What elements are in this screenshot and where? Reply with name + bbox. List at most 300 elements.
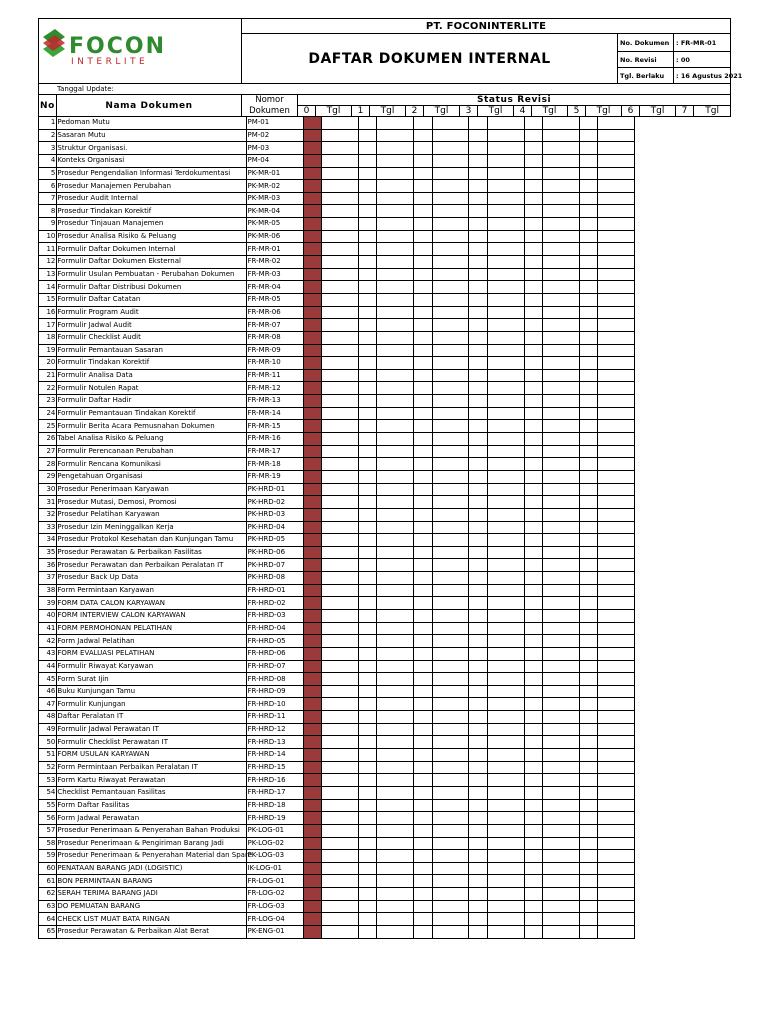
document-code: FR-MR-06 xyxy=(246,306,303,319)
row-number: 27 xyxy=(39,445,57,458)
revision-cell xyxy=(377,306,414,319)
revision-cell xyxy=(322,281,359,294)
revision-cell xyxy=(469,584,487,597)
document-code: PK-MR-01 xyxy=(246,167,303,180)
revision-subheader-8: 4 xyxy=(514,106,532,117)
revision-cell xyxy=(358,306,376,319)
revision-cell xyxy=(524,369,542,382)
table-row xyxy=(39,407,635,420)
revision-cell xyxy=(377,483,414,496)
revision-cell xyxy=(524,685,542,698)
revision-cell xyxy=(487,622,524,635)
revision-cell xyxy=(579,281,597,294)
revision-cell xyxy=(414,192,432,205)
document-code: FR-MR-15 xyxy=(246,420,303,433)
row-number: 39 xyxy=(39,597,57,610)
revision-cell xyxy=(542,698,579,711)
revision-cell xyxy=(524,647,542,660)
revision-cell xyxy=(322,647,359,660)
revision-0-cell xyxy=(303,723,321,736)
document-code: FR-HRD-10 xyxy=(246,698,303,711)
document-code: FR-HRD-03 xyxy=(246,609,303,622)
revision-cell xyxy=(322,407,359,420)
revision-cell xyxy=(414,647,432,660)
revision-cell xyxy=(542,761,579,774)
revision-cell xyxy=(469,420,487,433)
revision-cell xyxy=(358,673,376,686)
revision-cell xyxy=(358,433,376,446)
document-name: Formulir Daftar Dokumen Internal xyxy=(57,243,246,256)
table-row xyxy=(39,382,635,395)
revision-cell xyxy=(358,508,376,521)
revision-cell xyxy=(542,534,579,547)
revision-cell xyxy=(487,673,524,686)
row-number: 58 xyxy=(39,837,57,850)
document-code: FR-HRD-14 xyxy=(246,749,303,762)
revision-cell xyxy=(542,572,579,585)
revision-cell xyxy=(377,382,414,395)
revision-cell xyxy=(524,559,542,572)
document-name: Formulir Jadwal Audit xyxy=(57,319,246,332)
revision-cell xyxy=(322,395,359,408)
row-number: 4 xyxy=(39,154,57,167)
document-code: FR-MR-19 xyxy=(246,470,303,483)
revision-cell xyxy=(542,243,579,256)
revision-cell xyxy=(432,622,469,635)
revision-cell xyxy=(469,129,487,142)
revision-0-cell xyxy=(303,508,321,521)
revision-cell xyxy=(322,572,359,585)
revision-cell xyxy=(598,458,635,471)
revision-cell xyxy=(358,622,376,635)
table-row xyxy=(39,433,635,446)
revision-cell xyxy=(542,812,579,825)
revision-cell xyxy=(469,812,487,825)
revision-cell xyxy=(524,445,542,458)
revision-0-cell xyxy=(303,192,321,205)
revision-cell xyxy=(469,546,487,559)
revision-cell xyxy=(524,180,542,193)
revision-cell xyxy=(377,407,414,420)
document-name: Formulir Checklist Perawatan IT xyxy=(57,736,246,749)
document-code: FR-MR-11 xyxy=(246,369,303,382)
revision-cell xyxy=(598,407,635,420)
document-name: Pedoman Mutu xyxy=(57,117,246,130)
table-row xyxy=(39,306,635,319)
document-code: PK-HRD-02 xyxy=(246,496,303,509)
row-number: 28 xyxy=(39,458,57,471)
document-code: FR-HRD-13 xyxy=(246,736,303,749)
revision-cell xyxy=(487,496,524,509)
document-code: FR-MR-02 xyxy=(246,256,303,269)
revision-cell xyxy=(414,256,432,269)
revision-cell xyxy=(487,382,524,395)
revision-cell xyxy=(542,521,579,534)
revision-cell xyxy=(358,900,376,913)
revision-cell xyxy=(542,685,579,698)
revision-cell xyxy=(598,344,635,357)
revision-0-cell xyxy=(303,559,321,572)
document-code: PK-HRD-08 xyxy=(246,572,303,585)
revision-cell xyxy=(524,622,542,635)
revision-cell xyxy=(358,635,376,648)
revision-cell xyxy=(432,685,469,698)
row-number: 13 xyxy=(39,268,57,281)
revision-cell xyxy=(469,875,487,888)
revision-cell xyxy=(377,698,414,711)
revision-cell xyxy=(432,584,469,597)
revision-cell xyxy=(524,306,542,319)
revision-cell xyxy=(414,736,432,749)
revision-cell xyxy=(487,293,524,306)
revision-cell xyxy=(579,243,597,256)
revision-cell xyxy=(432,711,469,724)
revision-cell xyxy=(414,559,432,572)
revision-0-cell xyxy=(303,546,321,559)
revision-cell xyxy=(377,470,414,483)
revision-cell xyxy=(598,433,635,446)
revision-cell xyxy=(414,534,432,547)
revision-cell xyxy=(322,926,359,939)
revision-cell xyxy=(487,256,524,269)
revision-cell xyxy=(524,534,542,547)
revision-cell xyxy=(524,774,542,787)
revision-cell xyxy=(598,622,635,635)
revision-0-cell xyxy=(303,584,321,597)
revision-0-cell xyxy=(303,256,321,269)
revision-cell xyxy=(432,647,469,660)
revision-cell xyxy=(598,635,635,648)
document-code: FR-LOG-01 xyxy=(246,875,303,888)
document-name: DO PEMUATAN BARANG xyxy=(57,900,246,913)
revision-cell xyxy=(358,736,376,749)
revision-cell xyxy=(414,584,432,597)
revision-cell xyxy=(469,154,487,167)
document-code: PM-01 xyxy=(246,117,303,130)
revision-cell xyxy=(358,357,376,370)
revision-cell xyxy=(524,862,542,875)
revision-cell xyxy=(579,559,597,572)
document-name: Formulir Rencana Komunikasi xyxy=(57,458,246,471)
revision-cell xyxy=(542,433,579,446)
revision-0-cell xyxy=(303,647,321,660)
revision-cell xyxy=(579,736,597,749)
revision-cell xyxy=(469,837,487,850)
revision-cell xyxy=(598,230,635,243)
document-code: FR-HRD-18 xyxy=(246,799,303,812)
document-code: FR-MR-07 xyxy=(246,319,303,332)
document-name: Form Jadwal Perawatan xyxy=(57,812,246,825)
document-name: Formulir Riwayat Karyawan xyxy=(57,660,246,673)
document-code: FR-MR-01 xyxy=(246,243,303,256)
revision-0-cell xyxy=(303,458,321,471)
revision-cell xyxy=(432,597,469,610)
table-row xyxy=(39,470,635,483)
revision-cell xyxy=(524,218,542,231)
revision-cell xyxy=(469,496,487,509)
row-number: 38 xyxy=(39,584,57,597)
document-code: FR-HRD-01 xyxy=(246,584,303,597)
revision-cell xyxy=(432,470,469,483)
revision-cell xyxy=(432,218,469,231)
row-number: 64 xyxy=(39,913,57,926)
revision-0-cell xyxy=(303,685,321,698)
revision-cell xyxy=(579,268,597,281)
revision-cell xyxy=(414,597,432,610)
row-number: 65 xyxy=(39,926,57,939)
revision-cell xyxy=(524,154,542,167)
company-name: PT. FOCONINTERLITE xyxy=(242,19,731,34)
revision-cell xyxy=(579,369,597,382)
table-row xyxy=(39,685,635,698)
revision-cell xyxy=(358,862,376,875)
document-code: FR-HRD-07 xyxy=(246,660,303,673)
revision-cell xyxy=(598,521,635,534)
revision-cell xyxy=(432,521,469,534)
revision-cell xyxy=(579,723,597,736)
revision-cell xyxy=(524,293,542,306)
revision-cell xyxy=(414,761,432,774)
revision-cell xyxy=(432,129,469,142)
revision-cell xyxy=(377,117,414,130)
revision-cell xyxy=(542,799,579,812)
revision-cell xyxy=(579,862,597,875)
revision-cell xyxy=(524,875,542,888)
revision-cell xyxy=(414,875,432,888)
revision-cell xyxy=(487,850,524,863)
revision-cell xyxy=(487,559,524,572)
revision-0-cell xyxy=(303,382,321,395)
revision-cell xyxy=(579,382,597,395)
document-code: FR-HRD-12 xyxy=(246,723,303,736)
row-number: 18 xyxy=(39,331,57,344)
revision-cell xyxy=(432,142,469,155)
revision-cell xyxy=(487,761,524,774)
revision-cell xyxy=(322,888,359,901)
revision-cell xyxy=(469,117,487,130)
row-number: 1 xyxy=(39,117,57,130)
table-row xyxy=(39,913,635,926)
revision-cell xyxy=(414,572,432,585)
revision-cell xyxy=(469,218,487,231)
revision-cell xyxy=(524,597,542,610)
revision-cell xyxy=(414,926,432,939)
revision-cell xyxy=(432,926,469,939)
revision-cell xyxy=(469,407,487,420)
document-name: FORM PERMOHONAN PELATIHAN xyxy=(57,622,246,635)
revision-cell xyxy=(377,445,414,458)
revision-cell xyxy=(579,357,597,370)
revision-0-cell xyxy=(303,445,321,458)
revision-cell xyxy=(322,521,359,534)
revision-cell xyxy=(469,799,487,812)
revision-cell xyxy=(579,685,597,698)
revision-cell xyxy=(542,256,579,269)
revision-cell xyxy=(414,281,432,294)
table-row xyxy=(39,711,635,724)
row-number: 60 xyxy=(39,862,57,875)
revision-cell xyxy=(377,711,414,724)
document-name: FORM DATA CALON KARYAWAN xyxy=(57,597,246,610)
revision-0-cell xyxy=(303,142,321,155)
revision-cell xyxy=(524,281,542,294)
meta-label-doc-no: No. Dokumen xyxy=(618,34,674,52)
revision-cell xyxy=(579,521,597,534)
revision-cell xyxy=(358,256,376,269)
revision-cell xyxy=(358,281,376,294)
revision-cell xyxy=(487,470,524,483)
revision-cell xyxy=(414,306,432,319)
revision-cell xyxy=(377,344,414,357)
document-code: FR-HRD-16 xyxy=(246,774,303,787)
revision-cell xyxy=(487,647,524,660)
document-code: PK-ENG-01 xyxy=(246,926,303,939)
document-name: Form Daftar Fasilitas xyxy=(57,799,246,812)
row-number: 5 xyxy=(39,167,57,180)
revision-cell xyxy=(358,711,376,724)
revision-cell xyxy=(432,496,469,509)
revision-cell xyxy=(377,622,414,635)
document-code: FR-MR-16 xyxy=(246,433,303,446)
revision-cell xyxy=(579,256,597,269)
revision-cell xyxy=(322,584,359,597)
revision-cell xyxy=(524,256,542,269)
revision-cell xyxy=(542,900,579,913)
revision-0-cell xyxy=(303,609,321,622)
revision-cell xyxy=(414,862,432,875)
revision-cell xyxy=(524,192,542,205)
table-row xyxy=(39,559,635,572)
revision-cell xyxy=(598,205,635,218)
row-number: 33 xyxy=(39,521,57,534)
revision-cell xyxy=(579,496,597,509)
revision-cell xyxy=(579,900,597,913)
revision-cell xyxy=(414,357,432,370)
revision-cell xyxy=(377,875,414,888)
revision-cell xyxy=(358,546,376,559)
revision-0-cell xyxy=(303,622,321,635)
revision-cell xyxy=(469,723,487,736)
revision-cell xyxy=(579,749,597,762)
document-code: PM-04 xyxy=(246,154,303,167)
logo-word-focon: FOCON xyxy=(69,34,166,59)
revision-cell xyxy=(542,723,579,736)
revision-cell xyxy=(377,319,414,332)
revision-cell xyxy=(598,534,635,547)
table-row xyxy=(39,483,635,496)
revision-cell xyxy=(469,888,487,901)
revision-0-cell xyxy=(303,888,321,901)
revision-cell xyxy=(524,711,542,724)
row-number: 24 xyxy=(39,407,57,420)
revision-cell xyxy=(524,900,542,913)
revision-cell xyxy=(358,218,376,231)
revision-cell xyxy=(414,218,432,231)
row-number: 51 xyxy=(39,749,57,762)
revision-cell xyxy=(432,546,469,559)
revision-cell xyxy=(598,647,635,660)
document-name: Formulir Daftar Dokumen Eksternal xyxy=(57,256,246,269)
revision-cell xyxy=(579,433,597,446)
revision-cell xyxy=(432,736,469,749)
revision-cell xyxy=(524,837,542,850)
revision-cell xyxy=(432,635,469,648)
revision-cell xyxy=(487,609,524,622)
revision-0-cell xyxy=(303,420,321,433)
revision-0-cell xyxy=(303,496,321,509)
table-row xyxy=(39,205,635,218)
revision-cell xyxy=(598,888,635,901)
revision-cell xyxy=(542,205,579,218)
revision-cell xyxy=(542,913,579,926)
revision-cell xyxy=(432,357,469,370)
revision-cell xyxy=(524,319,542,332)
revision-cell xyxy=(524,167,542,180)
revision-cell xyxy=(487,230,524,243)
revision-cell xyxy=(358,483,376,496)
row-number: 31 xyxy=(39,496,57,509)
revision-cell xyxy=(542,850,579,863)
revision-0-cell xyxy=(303,913,321,926)
document-name: Formulir Daftar Catatan xyxy=(57,293,246,306)
table-row xyxy=(39,117,635,130)
revision-cell xyxy=(432,900,469,913)
row-number: 56 xyxy=(39,812,57,825)
revision-cell xyxy=(598,117,635,130)
revision-cell xyxy=(322,129,359,142)
revision-cell xyxy=(579,407,597,420)
revision-cell xyxy=(524,205,542,218)
revision-cell xyxy=(377,584,414,597)
revision-cell xyxy=(487,736,524,749)
revision-cell xyxy=(432,180,469,193)
revision-cell xyxy=(432,913,469,926)
revision-cell xyxy=(598,559,635,572)
document-name: Sasaran Mutu xyxy=(57,129,246,142)
revision-cell xyxy=(542,875,579,888)
revision-cell xyxy=(598,357,635,370)
document-code: PK-MR-05 xyxy=(246,218,303,231)
revision-cell xyxy=(432,407,469,420)
document-name: Prosedur Analisa Risiko & Peluang xyxy=(57,230,246,243)
revision-cell xyxy=(487,180,524,193)
revision-subheader-0: 0 xyxy=(298,106,316,117)
revision-cell xyxy=(542,483,579,496)
revision-cell xyxy=(598,483,635,496)
revision-cell xyxy=(542,786,579,799)
column-header-code-line2: Dokumen xyxy=(242,106,298,117)
revision-cell xyxy=(358,572,376,585)
revision-cell xyxy=(487,786,524,799)
revision-cell xyxy=(322,180,359,193)
row-number: 15 xyxy=(39,293,57,306)
revision-cell xyxy=(414,888,432,901)
revision-cell xyxy=(487,458,524,471)
revision-cell xyxy=(487,445,524,458)
revision-cell xyxy=(542,293,579,306)
revision-cell xyxy=(598,774,635,787)
document-name: SERAH TERIMA BARANG JADI xyxy=(57,888,246,901)
revision-cell xyxy=(598,862,635,875)
table-row xyxy=(39,218,635,231)
row-number: 22 xyxy=(39,382,57,395)
revision-cell xyxy=(598,369,635,382)
row-number: 63 xyxy=(39,900,57,913)
revision-cell xyxy=(414,622,432,635)
revision-cell xyxy=(579,180,597,193)
revision-cell xyxy=(579,660,597,673)
revision-cell xyxy=(377,635,414,648)
